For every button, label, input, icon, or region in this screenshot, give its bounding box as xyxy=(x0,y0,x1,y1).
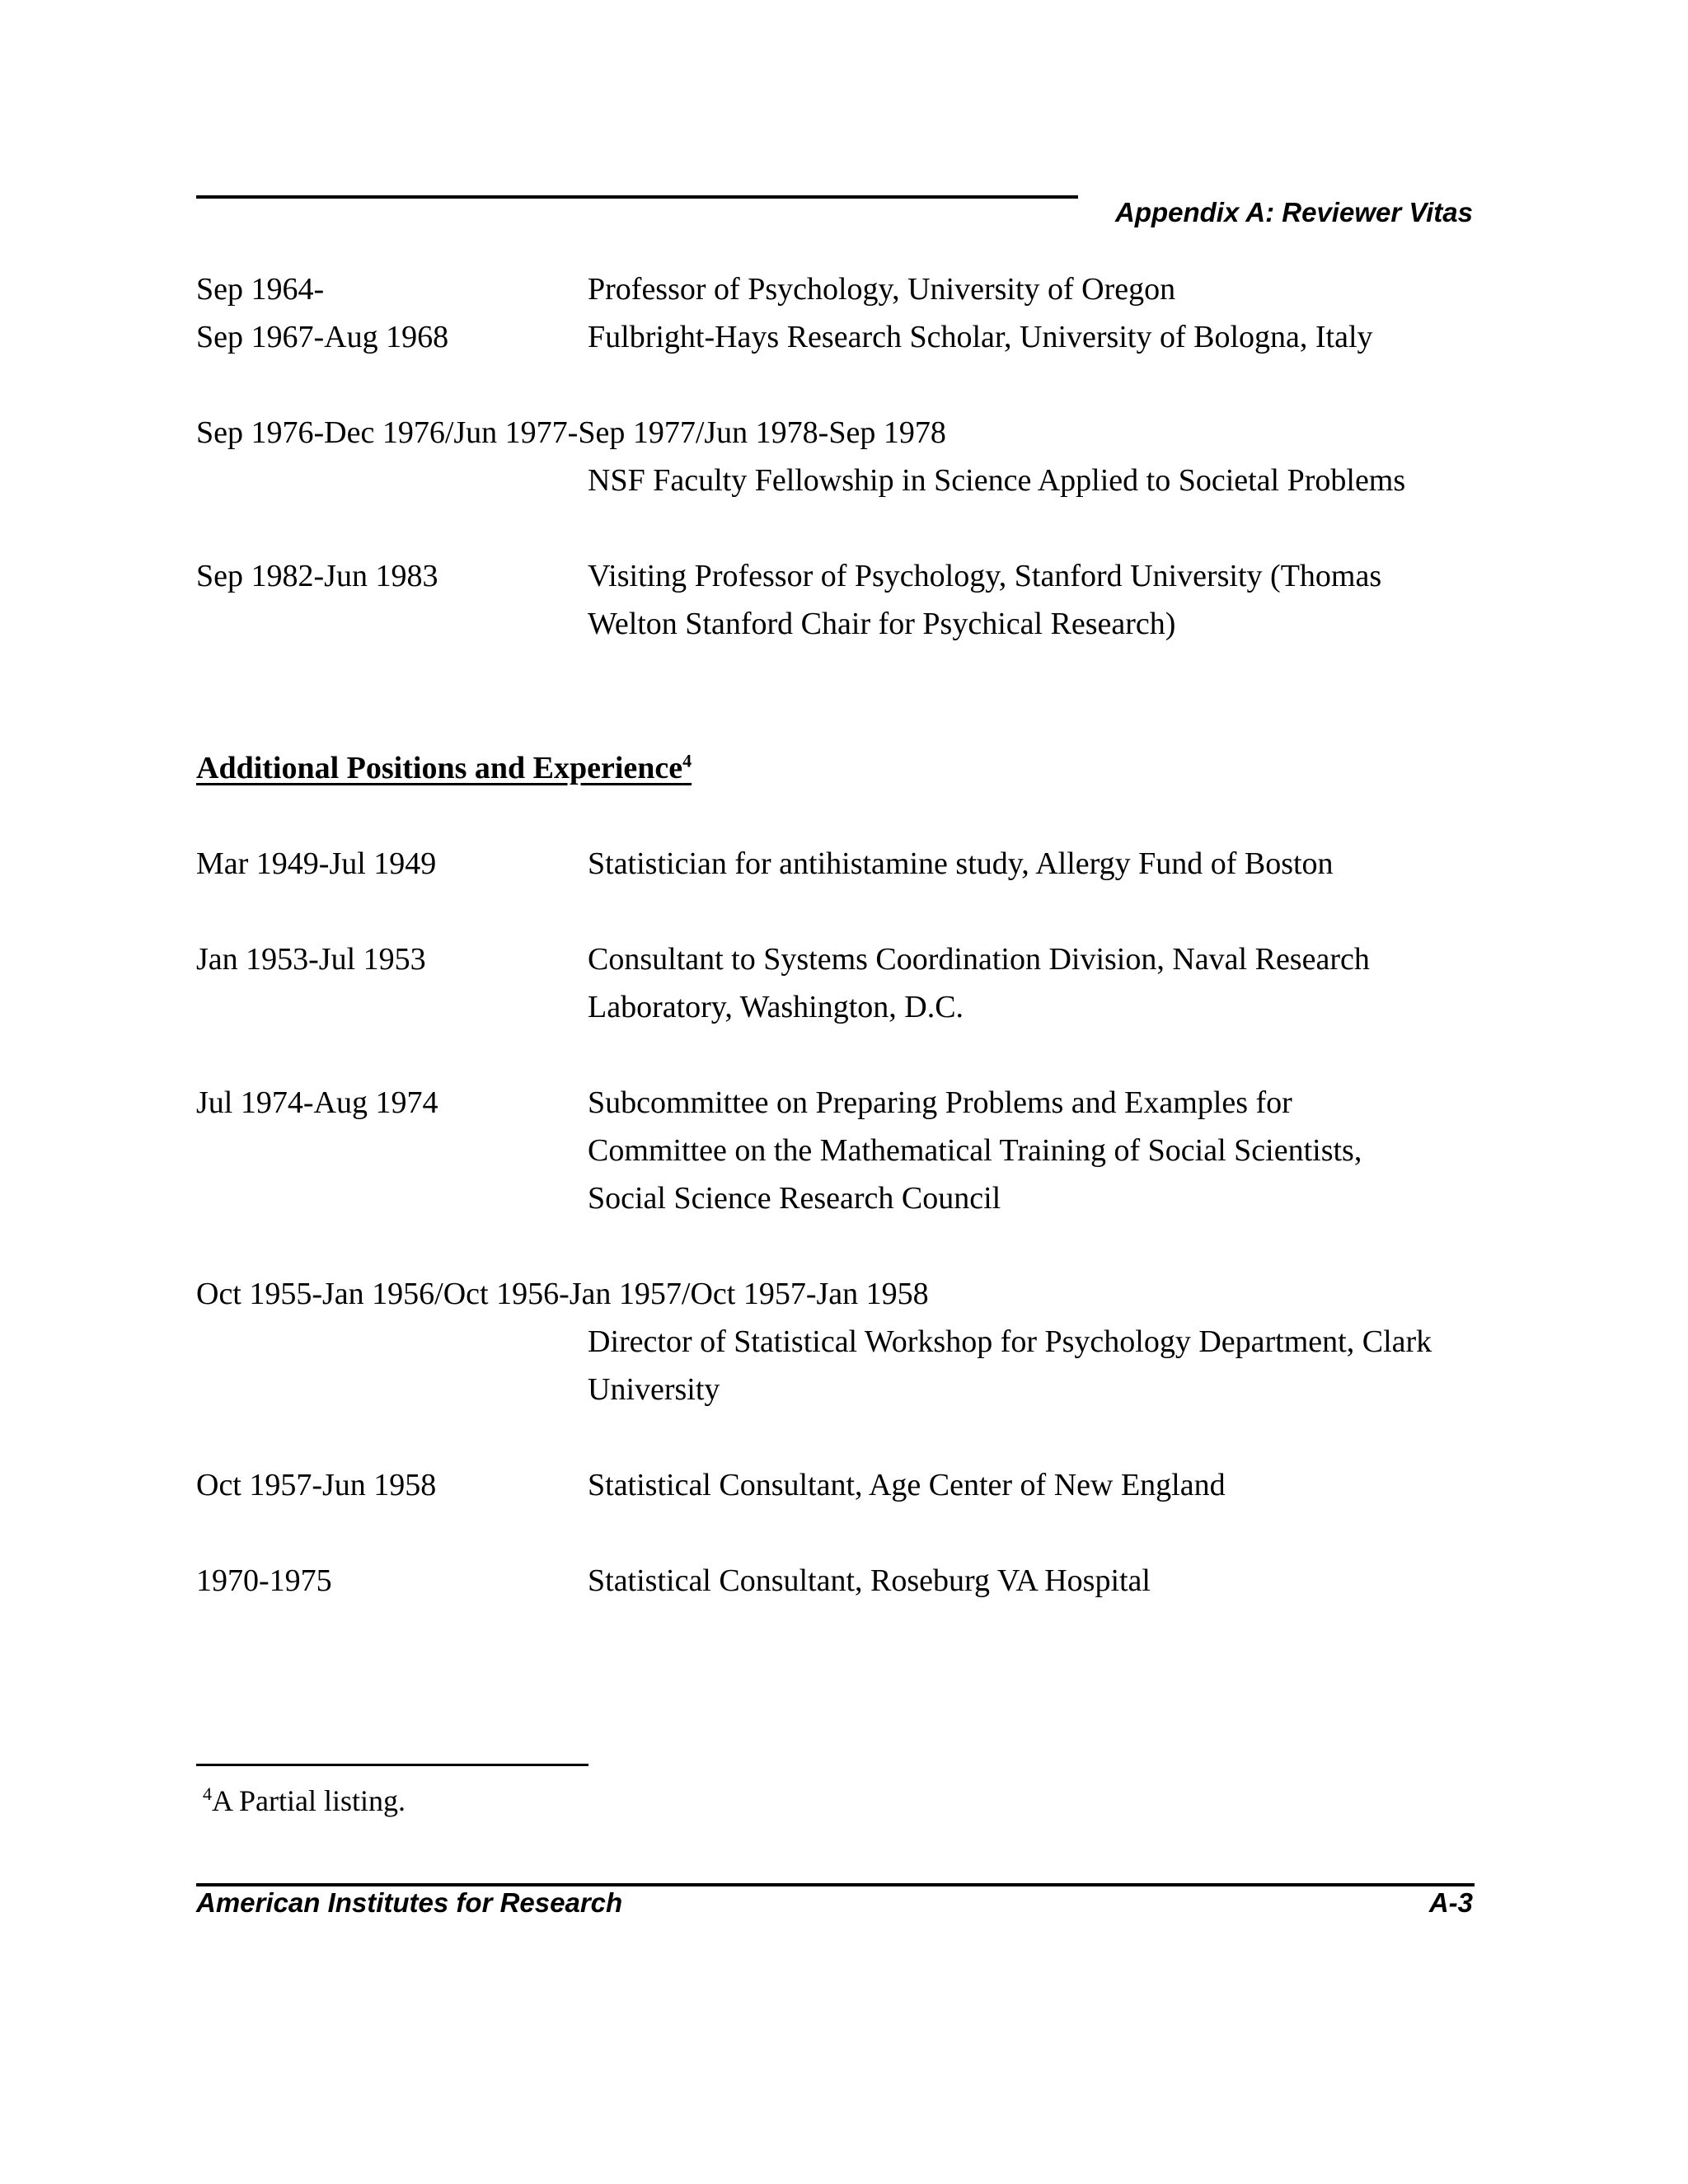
entry-description xyxy=(588,1079,1362,1222)
entry-date: 1970-1975 xyxy=(196,1563,332,1598)
entry-description-line: Visiting Professor of Psychology, Stanford University (Thomas xyxy=(588,559,1382,593)
entry-description-line: Welton Stanford Chair for Psychical Research) xyxy=(588,607,1176,641)
header-rule xyxy=(196,195,1078,199)
entry-description-line: Subcommittee on Preparing Problems and Examples for xyxy=(588,1085,1292,1120)
entry-description xyxy=(588,552,1381,648)
entry-description-line: Consultant to Systems Coordination Division, Naval Research xyxy=(588,942,1370,977)
footnote-separator xyxy=(196,1764,588,1766)
entry-description-line: Statistician for antihistamine study, Allergy Fund of Boston xyxy=(588,846,1334,881)
section-heading-text: Additional Positions and Experience xyxy=(196,751,683,785)
entry-description-line: Committee on the Mathematical Training of Social Scientists, xyxy=(588,1133,1362,1168)
entry-description-line: Statistical Consultant, Age Center of New England xyxy=(588,1468,1226,1502)
entry-description-line: Director of Statistical Workshop for Psychology Department, Clark xyxy=(588,1324,1432,1359)
entry-description-line: Statistical Consultant, Roseburg VA Hospital xyxy=(588,1563,1151,1598)
entry-description xyxy=(588,313,1373,361)
entry-description xyxy=(588,1461,1226,1509)
entry-date: Jul 1974-Aug 1974 xyxy=(196,1085,438,1120)
footnote-text: A Partial listing. xyxy=(212,1784,406,1817)
entry-date: Sep 1976-Dec 1976/Jun 1977-Sep 1977/Jun 1978-Sep 1978 xyxy=(196,415,946,450)
section-heading xyxy=(196,744,692,792)
entry-date: Jan 1953-Jul 1953 xyxy=(196,942,426,977)
footer-organization: American Institutes for Research xyxy=(196,1887,623,1918)
entry-description xyxy=(588,1318,1432,1413)
entry-description-line: Fulbright-Hays Research Scholar, University of Bologna, Italy xyxy=(588,320,1373,354)
entry-description-line: Social Science Research Council xyxy=(588,1181,1001,1216)
entry-date: Oct 1955-Jan 1956/Oct 1956-Jan 1957/Oct 1957-Jan 1958 xyxy=(196,1277,929,1311)
entry-description xyxy=(588,457,1405,504)
entry-date: Sep 1982-Jun 1983 xyxy=(196,559,438,593)
entry-description-line: NSF Faculty Fellowship in Science Applied to Societal Problems xyxy=(588,463,1406,498)
footnote-reference: 4 xyxy=(682,750,692,771)
entry-date: Sep 1964- xyxy=(196,272,325,307)
entry-description-line: University xyxy=(588,1372,720,1407)
entry-description xyxy=(588,935,1370,1031)
entry-description-line: Professor of Psychology, University of Oregon xyxy=(588,272,1176,307)
entry-date: Mar 1949-Jul 1949 xyxy=(196,846,437,881)
header-title: Appendix A: Reviewer Vitas xyxy=(1114,197,1473,227)
entry-date: Oct 1957-Jun 1958 xyxy=(196,1468,437,1502)
entry-date: Sep 1967-Aug 1968 xyxy=(196,320,449,354)
entry-description xyxy=(588,1557,1151,1605)
entry-description-line: Laboratory, Washington, D.C. xyxy=(588,990,964,1024)
page-number: A-3 xyxy=(1428,1887,1473,1918)
entry-description xyxy=(588,840,1334,888)
footnote-marker: 4 xyxy=(203,1783,212,1804)
footnote xyxy=(203,1780,406,1821)
entry-description xyxy=(588,265,1175,313)
